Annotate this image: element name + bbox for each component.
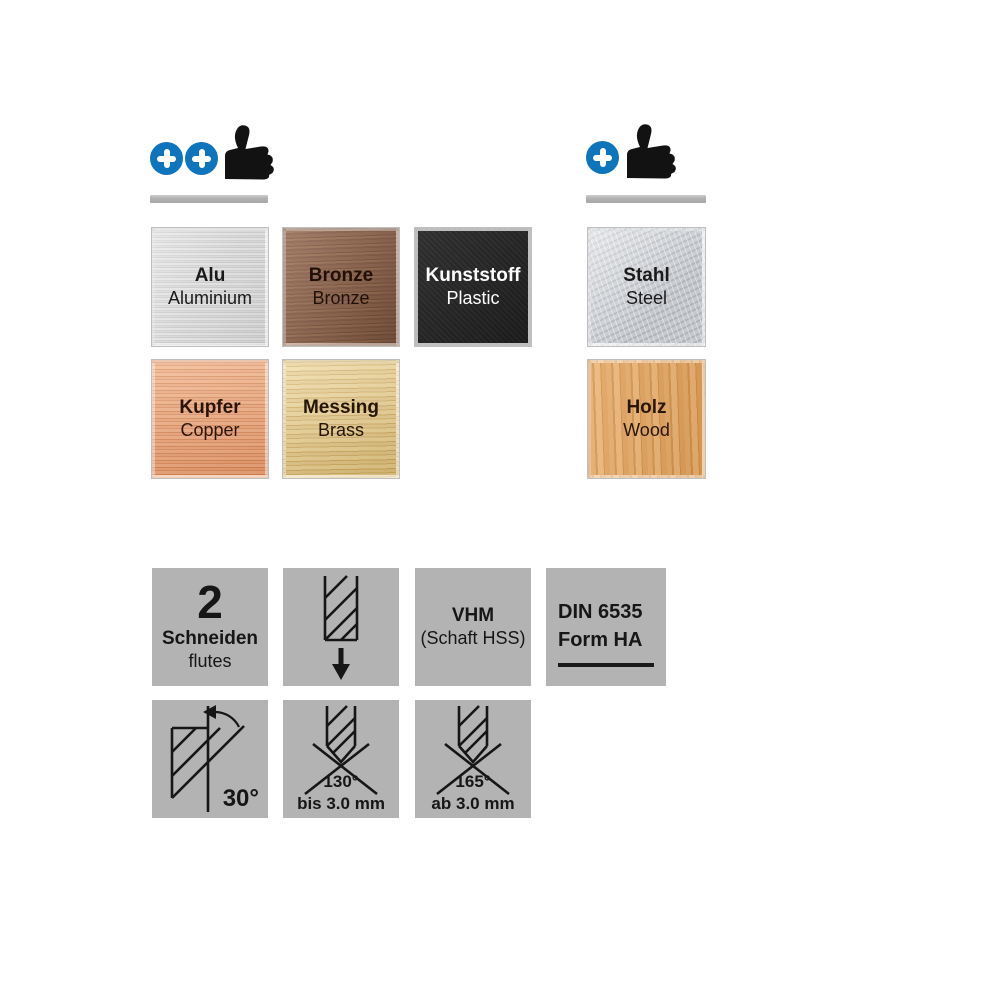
material-swatch-brass — [283, 360, 399, 478]
suitability-left-group — [150, 120, 290, 180]
material-name-en: Wood — [623, 419, 670, 440]
plus-icon — [185, 142, 218, 175]
material-name-en: Brass — [317, 419, 364, 440]
material-swatch-wood — [588, 360, 705, 478]
point-angle-range: bis 3.0 mm — [297, 794, 385, 813]
flute-count: 2 — [197, 576, 223, 629]
material-swatch-steel — [588, 228, 705, 346]
material-swatch-bronze — [283, 228, 399, 346]
material-name-de: Bronze — [308, 265, 374, 287]
material-name-de: Kunststoff — [425, 265, 521, 287]
flute-label-en: flutes — [188, 650, 232, 671]
material-name-de: Alu — [194, 265, 226, 287]
thumbs-up-icon — [616, 121, 686, 179]
material-swatch-aluminium — [152, 228, 268, 346]
drill-shank-down-arrow-icon — [283, 568, 399, 686]
material-name-en: Steel — [625, 287, 668, 308]
spec-tile-shank — [283, 568, 399, 686]
spec-tile-point-angle-165 — [415, 700, 531, 818]
plus-icon — [586, 141, 619, 174]
material-name-en: Plastic — [446, 287, 500, 308]
material-name-de: Stahl — [623, 265, 670, 287]
din-standard: DIN 6535 — [558, 601, 643, 623]
spec-tile-point-angle-130 — [283, 700, 399, 818]
helix-angle-value: 30° — [222, 785, 259, 812]
material-name-en: Copper — [180, 419, 240, 440]
spec-tile-helix-angle — [152, 700, 268, 818]
din-underline — [558, 663, 654, 667]
material-name-en: Aluminium — [167, 287, 253, 308]
divider-bar-left — [150, 195, 268, 203]
material-name-de: Holz — [626, 397, 667, 419]
point-angle-value: 130° — [323, 772, 359, 791]
din-form: Form HA — [558, 629, 643, 651]
spec-tile-vhm — [415, 568, 531, 686]
material-swatch-plastic — [415, 228, 531, 346]
material-swatch-copper — [152, 360, 268, 478]
suitability-right-group — [586, 119, 696, 179]
point-angle-range: ab 3.0 mm — [431, 794, 515, 813]
spec-tile-din — [546, 568, 666, 686]
material-name-de: Messing — [302, 397, 380, 419]
material-name-de: Kupfer — [179, 397, 241, 419]
flute-label-de: Schneiden — [161, 628, 259, 650]
point-angle-value: 165° — [455, 772, 491, 791]
thumbs-up-icon — [214, 122, 284, 180]
material-name-en: Bronze — [312, 287, 370, 308]
plus-icon — [150, 142, 183, 175]
shank-material-label: (Schaft HSS) — [420, 627, 526, 648]
divider-bar-right — [586, 195, 706, 203]
vhm-label: VHM — [451, 604, 495, 626]
spec-tile-flutes — [152, 568, 268, 686]
